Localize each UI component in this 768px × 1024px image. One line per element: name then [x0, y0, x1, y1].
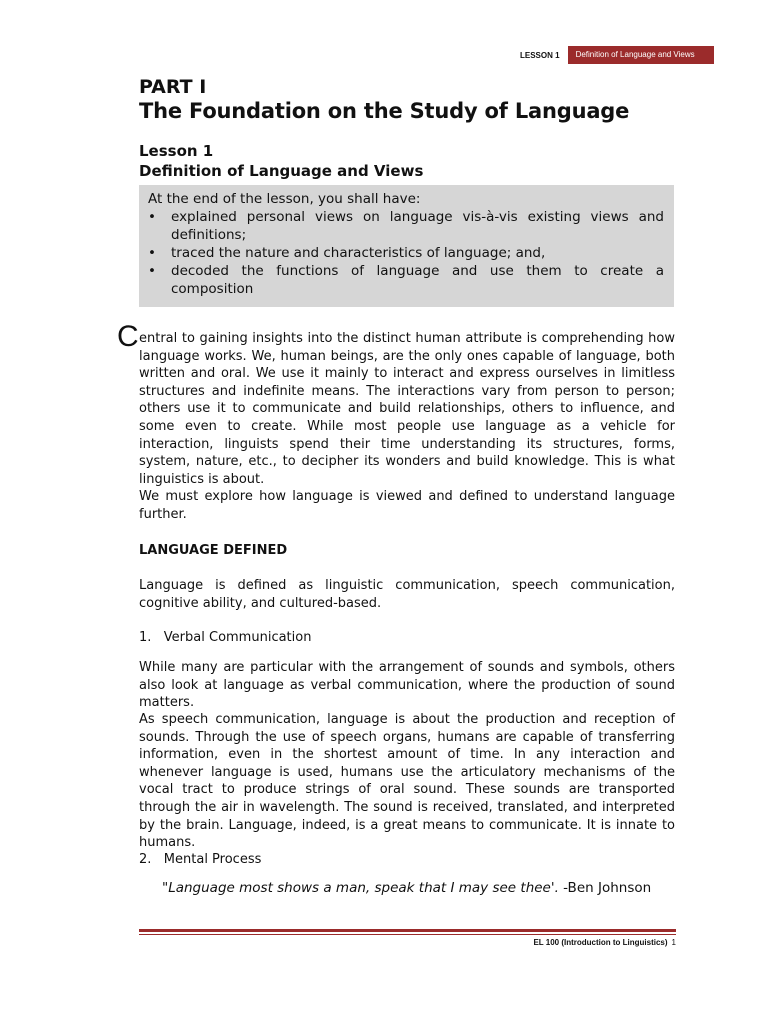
- drop-cap: C: [117, 320, 139, 353]
- header-lesson-label: LESSON 1: [520, 50, 560, 60]
- objective-item: • explained personal views on language vis-à-vis existing views and definitions;: [148, 208, 664, 244]
- header-topic-tag: Definition of Language and Views: [568, 46, 714, 64]
- paragraph: We must explore how language is viewed and defined to understand language further.: [139, 489, 675, 522]
- objectives-intro: At the end of the lesson, you shall have:: [148, 191, 421, 207]
- lesson-title: Definition of Language and Views: [139, 162, 424, 180]
- numbered-item: 2. Mental Process: [139, 852, 262, 867]
- paragraph: As speech communication, language is about the production and reception of sounds. Through the use of speech organs, humans are capable of transferring information, even in the shortest amount of time. In any interaction and whenever language is used, humans use the articulatory mechanisms of the vocal tract to produce strings of oral sound. These sounds are transported through the air in wavelength. The sound is received, translated, and interpreted by the brain. Language, indeed, is a great means to communicate. It is innate to humans.: [139, 712, 675, 851]
- paragraph: While many are particular with the arrangement of sounds and symbols, others also look at language as verbal communication, where the production of sound matters.: [139, 660, 675, 711]
- part-heading: PART I: [139, 76, 207, 98]
- running-header: [520, 46, 714, 64]
- objectives-list: [148, 208, 664, 298]
- footer-rule-thick: [139, 929, 676, 932]
- paragraph: Language is defined as linguistic communication, speech communication, cognitive ability, and cultured-based.: [139, 578, 675, 611]
- section-heading: LANGUAGE DEFINED: [139, 543, 288, 558]
- lesson-number: Lesson 1: [139, 142, 214, 160]
- quote-text: "Language most shows a man, speak that I may see thee'.: [162, 880, 559, 896]
- footer-rule-thin: [139, 934, 676, 935]
- footer-course: EL 100 (Introduction to Linguistics): [533, 938, 668, 947]
- numbered-item: 1. Verbal Communication: [139, 630, 312, 645]
- quote: [162, 880, 651, 896]
- objective-item: • decoded the functions of language and use them to create a composition: [148, 262, 664, 298]
- page-title: The Foundation on the Study of Language: [139, 99, 630, 123]
- objective-item: • traced the nature and characteristics of language; and,: [148, 244, 664, 262]
- page-number: 1: [671, 938, 676, 947]
- running-footer: [139, 938, 676, 947]
- objectives-box: [139, 185, 674, 307]
- intro-paragraph: entral to gaining insights into the distinct human attribute is comprehending how language works. We, human beings, are the only ones capable of language, both written and oral. We use it mainly to interact and express ourselves in limitless structures and indefinite means. The interactions vary from person to person; others use it to communicate and build relationships, others to influence, and some even to create. While most people use language as a vehicle for interaction, linguists spend their time understanding its structures, forms, system, nature, etc., to decipher its wonders and build knowledge. This is what linguistics is about.: [139, 331, 675, 487]
- quote-author: -Ben Johnson: [558, 880, 652, 896]
